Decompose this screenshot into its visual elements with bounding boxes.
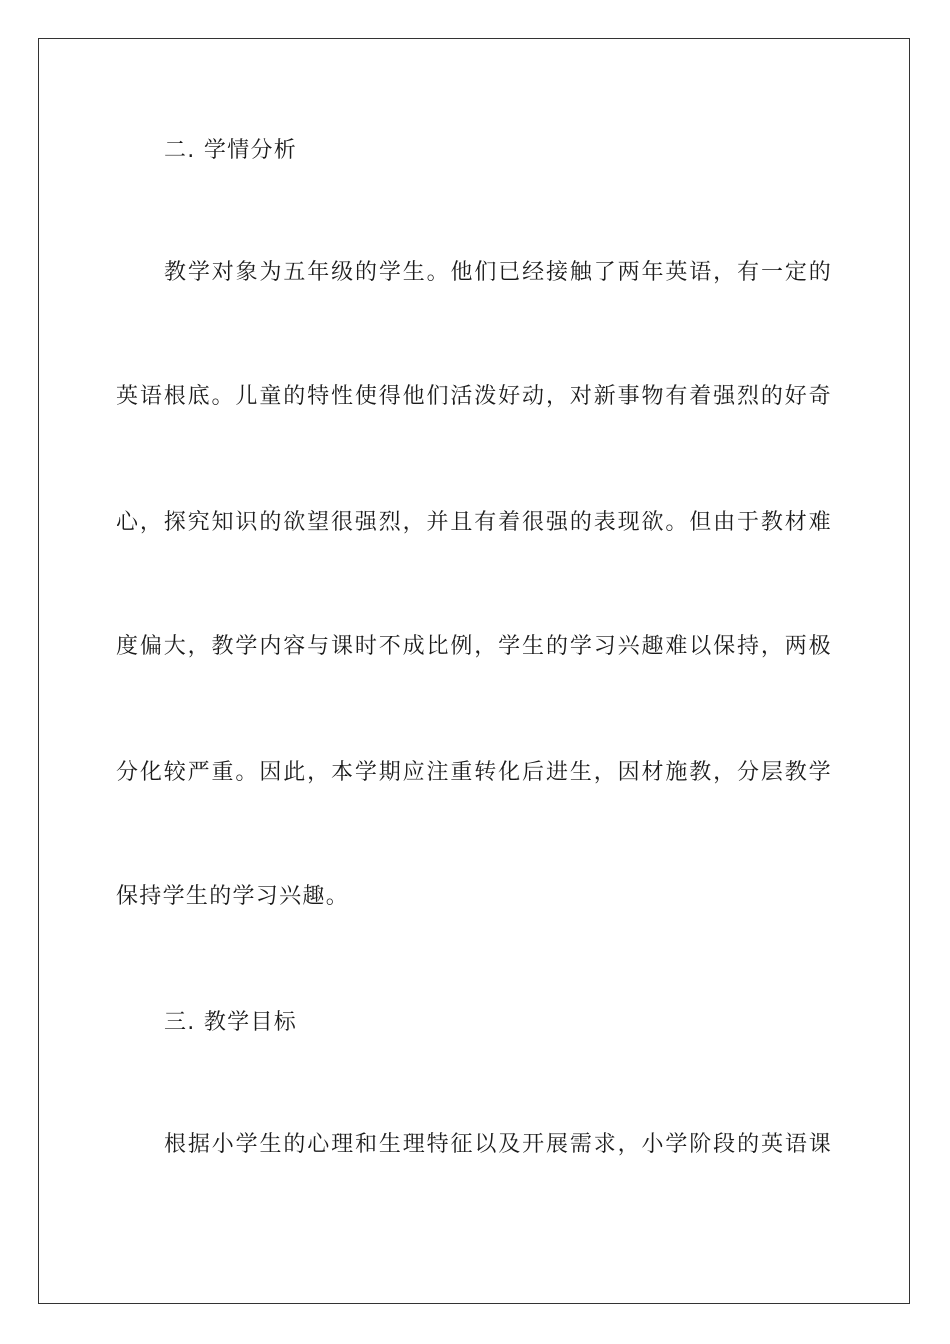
page-border bbox=[38, 38, 910, 1304]
section-heading-learner-analysis: 二. 学情分析 bbox=[164, 138, 298, 163]
paragraph-line: 保持学生的学习兴趣。 bbox=[116, 884, 350, 909]
paragraph-line: 分化较严重。因此，本学期应注重转化后进生，因材施教，分层教学 bbox=[116, 760, 832, 785]
paragraph-line: 心，探究知识的欲望很强烈，并且有着很强的表现欲。但由于教材难 bbox=[116, 510, 832, 535]
paragraph-line: 度偏大，教学内容与课时不成比例，学生的学习兴趣难以保持，两极 bbox=[116, 634, 832, 659]
paragraph-line: 英语根底。儿童的特性使得他们活泼好动，对新事物有着强烈的好奇 bbox=[116, 384, 832, 409]
paragraph-line: 根据小学生的心理和生理特征以及开展需求，小学阶段的英语课 bbox=[164, 1132, 832, 1157]
paragraph-line: 教学对象为五年级的学生。他们已经接触了两年英语，有一定的 bbox=[164, 260, 832, 285]
section-heading-teaching-objectives: 三. 教学目标 bbox=[164, 1010, 298, 1035]
